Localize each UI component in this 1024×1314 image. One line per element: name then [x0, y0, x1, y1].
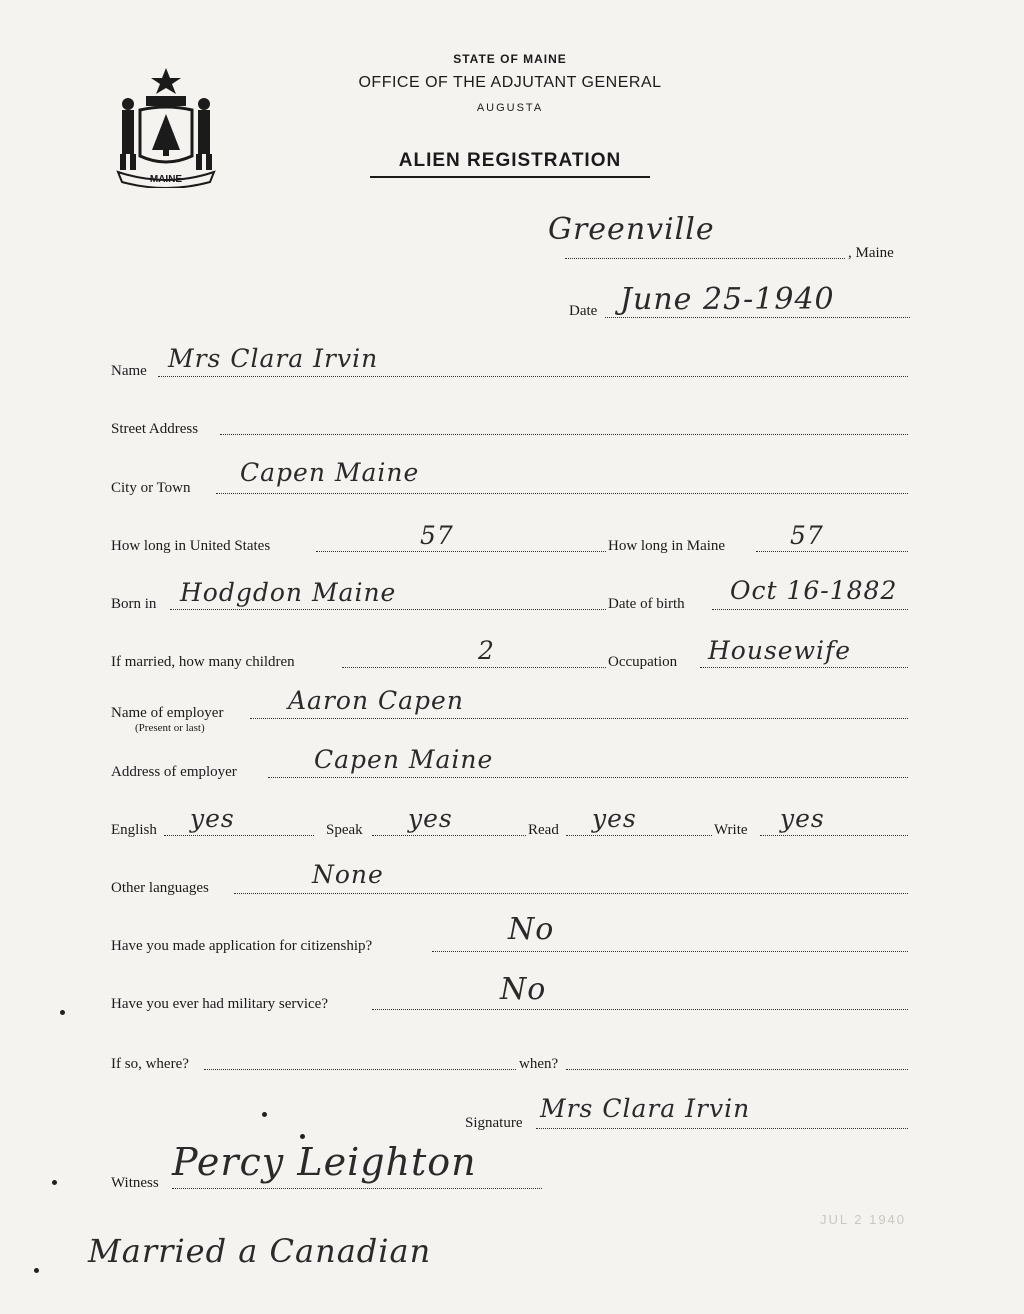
other-languages-value: None — [312, 860, 384, 889]
speak-value: yes — [408, 804, 453, 833]
city-value: Capen Maine — [240, 458, 420, 487]
speak-label: Speak — [326, 822, 363, 838]
handwritten-note: Married a Canadian — [88, 1232, 432, 1270]
read-line — [566, 835, 712, 836]
state-heading: STATE OF MAINE — [453, 52, 567, 66]
when-label: when? — [519, 1056, 559, 1072]
military-value: No — [500, 972, 547, 1007]
name-label: Name — [111, 363, 147, 379]
employer-address-line — [268, 777, 908, 778]
occupation-line — [700, 667, 908, 668]
town-value: Greenville — [548, 212, 715, 247]
ink-speck — [300, 1134, 305, 1139]
town-line — [565, 258, 845, 259]
signature-line — [536, 1128, 908, 1129]
how-long-us-line — [316, 551, 606, 552]
employer-label: Name of employer — [111, 705, 224, 721]
speak-line — [372, 835, 526, 836]
born-in-label: Born in — [111, 596, 157, 612]
born-in-value: Hodgdon Maine — [180, 578, 397, 607]
occupation-label: Occupation — [608, 654, 678, 670]
where-line — [204, 1069, 516, 1070]
dob-label: Date of birth — [608, 596, 685, 612]
employer-address-label: Address of employer — [111, 764, 237, 780]
maine-state-seal-icon — [110, 64, 222, 188]
signature-label: Signature — [465, 1115, 523, 1131]
how-long-us-label: How long in United States — [111, 538, 271, 554]
street-line — [220, 434, 908, 435]
english-label: English — [111, 822, 157, 838]
how-long-us-value: 57 — [420, 521, 454, 550]
date-value: June 25-1940 — [620, 282, 835, 317]
witness-line — [172, 1188, 542, 1189]
where-label: If so, where? — [111, 1056, 189, 1072]
born-in-line — [170, 609, 606, 610]
occupation-value: Housewife — [708, 636, 852, 665]
dob-line — [712, 609, 908, 610]
military-label: Have you ever had military service? — [111, 996, 328, 1012]
form-title: ALIEN REGISTRATION — [370, 150, 650, 178]
ink-speck — [34, 1268, 39, 1273]
city-label: City or Town — [111, 480, 191, 496]
ink-speck — [60, 1010, 65, 1015]
received-stamp: JUL 2 1940 — [820, 1212, 907, 1227]
employer-value: Aaron Capen — [288, 686, 464, 715]
how-long-maine-label: How long in Maine — [608, 538, 726, 554]
children-value: 2 — [478, 636, 495, 665]
english-line — [164, 835, 314, 836]
signature-value: Mrs Clara Irvin — [540, 1094, 751, 1123]
write-label: Write — [714, 822, 748, 838]
other-languages-label: Other languages — [111, 880, 209, 896]
read-value: yes — [592, 804, 637, 833]
city-line — [216, 493, 908, 494]
children-label: If married, how many children — [111, 654, 295, 670]
write-line — [760, 835, 908, 836]
citizenship-label: Have you made application for citizenship? — [111, 938, 373, 954]
employer-address-value: Capen Maine — [314, 745, 494, 774]
date-line — [605, 317, 910, 318]
dob-value: Oct 16-1882 — [730, 576, 898, 605]
ink-speck — [262, 1112, 267, 1117]
street-label: Street Address — [111, 421, 199, 437]
witness-value: Percy Leighton — [172, 1140, 477, 1184]
name-value: Mrs Clara Irvin — [168, 344, 379, 373]
write-value: yes — [780, 804, 825, 833]
other-languages-line — [234, 893, 908, 894]
how-long-maine-value: 57 — [790, 521, 824, 550]
how-long-maine-line — [756, 551, 908, 552]
date-label: Date — [569, 303, 598, 319]
read-label: Read — [528, 822, 559, 838]
maine-label: , Maine — [848, 245, 894, 261]
employer-note: (Present or last) — [135, 722, 205, 734]
employer-line — [250, 718, 908, 719]
witness-label: Witness — [111, 1175, 159, 1191]
ink-speck — [52, 1180, 57, 1185]
military-line — [372, 1009, 908, 1010]
citizenship-value: No — [508, 912, 555, 947]
seal-lettering: MAINE — [149, 174, 183, 185]
office-heading: OFFICE OF THE ADJUTANT GENERAL — [358, 74, 662, 91]
citizenship-line — [432, 951, 908, 952]
when-line — [566, 1069, 908, 1070]
children-line — [342, 667, 606, 668]
english-value: yes — [190, 804, 235, 833]
name-line — [158, 376, 908, 377]
city-heading: AUGUSTA — [476, 102, 544, 114]
